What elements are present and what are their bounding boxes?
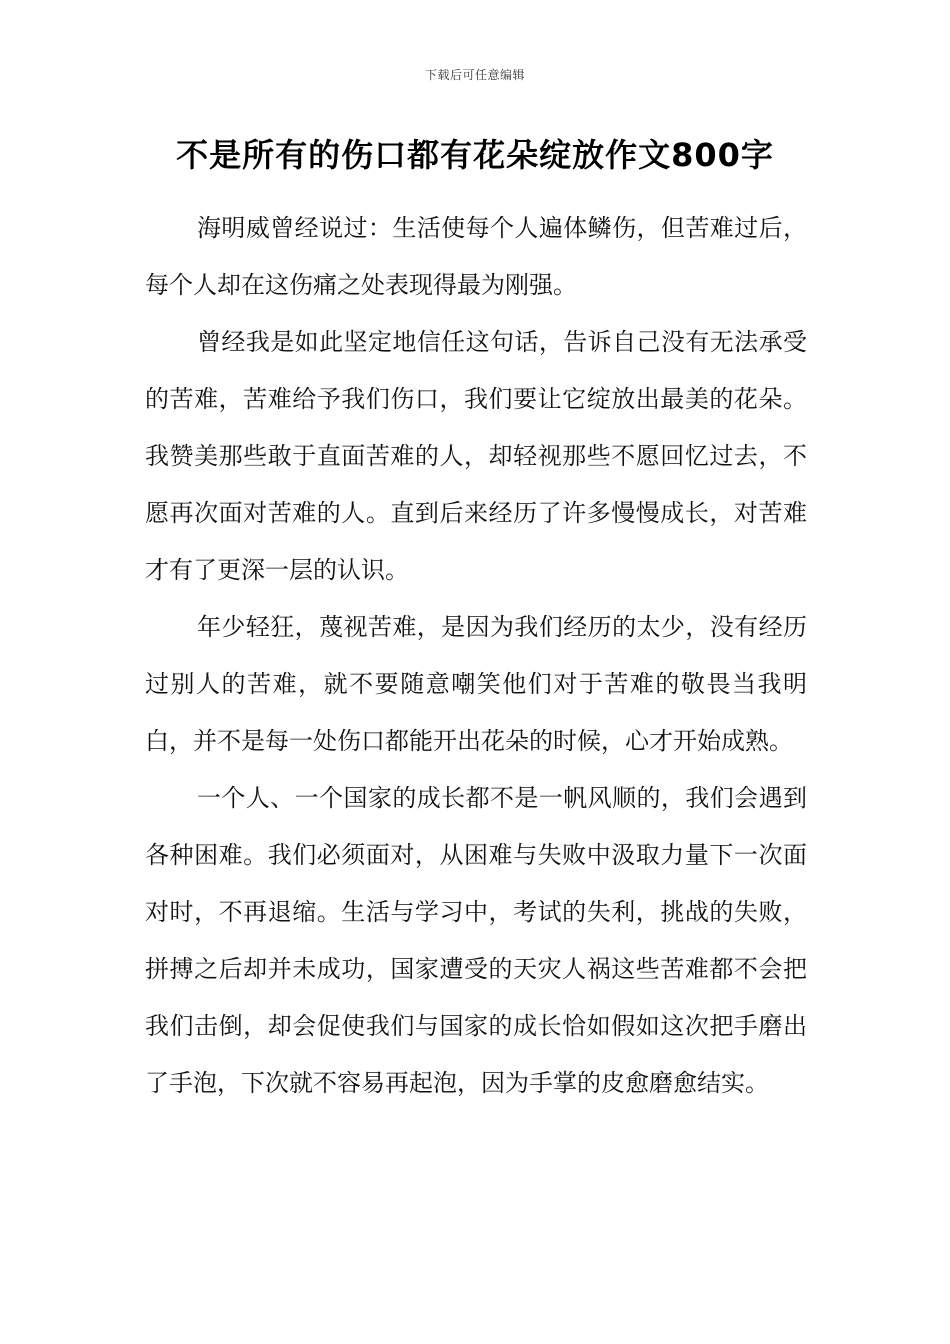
paragraph: 一个人、一个国家的成长都不是一帆风顺的，我们会遇到各种困难。我们必须面对，从困难与失败中汲取力量下一次面对时，不再退缩。生活与学习中，考试的失利，挑战的失败，拼搏之后却并未成功，国家遭受的天灾人祸这些苦难都不会把我们击倒，却会促使我们与国家的成长恰如假如这次把手磨出了手泡，下次就不容易再起泡，因为手掌的皮愈磨愈结实。 [145,784,807,1097]
paragraph: 海明威曾经说过：生活使每个人遍体鳞伤，但苦难过后，每个人却在这伤痛之处表现得最为刚强。 [145,214,807,299]
document-title: 不是所有的伤口都有花朵绽放作文800字 [176,136,774,174]
paragraph: 年少轻狂，蔑视苦难，是因为我们经历的太少，没有经历过别人的苦难，就不要随意嘲笑他们对于苦难的敬畏当我明白，并不是每一处伤口都能开出花朵的时候，心才开始成熟。 [145,613,807,755]
header-note: 下载后可任意编辑 [424,68,525,82]
document-body [145,200,807,1112]
paragraph: 曾经我是如此坚定地信任这句话，告诉自己没有无法承受的苦难，苦难给予我们伤口，我们要让它绽放出最美的花朵。我赞美那些敢于直面苦难的人，却轻视那些不愿回忆过去，不愿再次面对苦难的人。直到后来经历了许多慢慢成长，对苦难才有了更深一层的认识。 [145,328,807,584]
